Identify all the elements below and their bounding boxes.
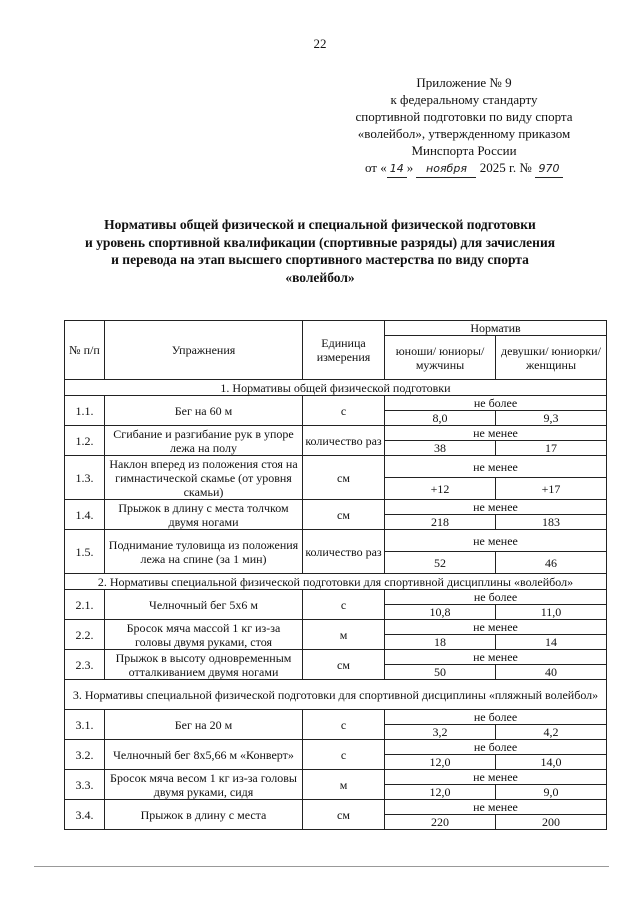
row-condition: не менее [385,800,607,815]
header-unit: Единица измерения [303,321,385,380]
row-exercise: Сгибание и разгибание рук в упоре лежа на полу [105,426,303,456]
bottom-rule [34,866,609,867]
row-exercise: Бег на 60 м [105,396,303,426]
title-line: и перевода на этап высшего спортивного мастерства по виду спорта [111,252,529,267]
row-unit: м [303,620,385,650]
table-row [65,770,607,785]
row-exercise: Поднимание туловища из положения лежа на спине (за 1 мин) [105,530,303,574]
table-body [65,380,607,830]
value-female: +17 [496,478,607,500]
row-unit: см [303,650,385,680]
value-male: 3,2 [385,725,496,740]
row-number: 1.4. [65,500,105,530]
document-title [40,216,600,286]
row-exercise: Челночный бег 5х6 м [105,590,303,620]
standards-table [64,320,607,830]
table-row [65,800,607,815]
row-exercise: Челночный бег 8х5,66 м «Конверт» [105,740,303,770]
table-row [65,530,607,552]
section-title: 1. Нормативы общей физической подготовки [65,380,607,396]
value-female: 9,3 [496,411,607,426]
annex-block [324,74,604,178]
row-condition: не менее [385,770,607,785]
header-male: юноши/ юниоры/ мужчины [385,336,496,380]
row-number: 3.2. [65,740,105,770]
row-unit: с [303,710,385,740]
row-number: 3.4. [65,800,105,830]
row-exercise: Бег на 20 м [105,710,303,740]
annex-date-line [324,159,604,178]
table-row [65,500,607,515]
row-number: 1.1. [65,396,105,426]
value-female: 14 [496,635,607,650]
title-line: «волейбол» [285,269,355,285]
page-number: 22 [313,36,327,51]
row-condition: не более [385,590,607,605]
table-row [65,710,607,725]
header-exercise: Упражнения [105,321,303,380]
section-row [65,380,607,396]
handwritten-month: ноября [416,160,476,178]
row-unit: с [303,740,385,770]
table-row [65,590,607,605]
handwritten-order-number: 970 [535,160,563,178]
value-male: 38 [385,441,496,456]
annex-line: Минспорта России [411,143,517,158]
value-female: 9,0 [496,785,607,800]
date-mid: » [406,160,414,175]
row-unit: см [303,456,385,500]
section-row [65,574,607,590]
row-unit: м [303,770,385,800]
row-number: 1.5. [65,530,105,574]
row-number: 2.3. [65,650,105,680]
annex-line: к федеральному стандарту [390,92,538,107]
value-female: 4,2 [496,725,607,740]
annex-line: «волейбол», утвержденному приказом [357,126,571,141]
row-number: 2.1. [65,590,105,620]
value-male: 52 [385,552,496,574]
value-female: 183 [496,515,607,530]
row-condition: не менее [385,500,607,515]
handwritten-day: 14 [387,160,407,178]
value-female: 46 [496,552,607,574]
annex-title: Приложение № 9 [416,75,512,90]
table-row [65,396,607,411]
row-unit: см [303,800,385,830]
row-exercise: Наклон вперед из положения стоя на гимнастической скамье (от уровня скамьи) [105,456,303,500]
title-line: Нормативы общей физической и специальной физической подготовки [104,217,536,232]
row-unit: количество раз [303,530,385,574]
row-condition: не менее [385,456,607,478]
year-text: 2025 г. № [479,160,532,175]
header-female: девушки/ юниорки/ женщины [496,336,607,380]
row-exercise: Бросок мяча весом 1 кг из-за головы двумя руками, сидя [105,770,303,800]
row-number: 2.2. [65,620,105,650]
section-title: 3. Нормативы специальной физической подготовки для спортивной дисциплины «пляжный волейбол» [65,680,607,710]
date-prefix: от « [364,160,387,175]
row-exercise: Прыжок в длину с места [105,800,303,830]
row-number: 3.3. [65,770,105,800]
table-row [65,650,607,665]
section-title: 2. Нормативы специальной физической подготовки для спортивной дисциплины «волейбол» [65,574,607,590]
value-male: 12,0 [385,755,496,770]
value-male: 220 [385,815,496,830]
table-row [65,456,607,478]
value-male: 10,8 [385,605,496,620]
value-female: 17 [496,441,607,456]
table-row [65,426,607,441]
table-row [65,740,607,755]
row-number: 1.2. [65,426,105,456]
row-exercise: Прыжок в высоту одновременным отталкиванием двумя ногами [105,650,303,680]
row-number: 3.1. [65,710,105,740]
row-number: 1.3. [65,456,105,500]
value-male: 12,0 [385,785,496,800]
title-line: и уровень спортивной квалификации (спортивные разряды) для зачисления [84,234,556,250]
value-female: 14,0 [496,755,607,770]
row-unit: с [303,590,385,620]
header-norm: Норматив [385,321,607,336]
row-condition: не менее [385,426,607,441]
row-exercise: Прыжок в длину с места толчком двумя ногами [105,500,303,530]
table-row [65,620,607,635]
row-condition: не более [385,396,607,411]
annex-line: спортивной подготовки по виду спорта [355,109,573,124]
header-num: № п/п [65,321,105,380]
row-condition: не менее [385,650,607,665]
value-female: 11,0 [496,605,607,620]
row-unit: см [303,500,385,530]
row-condition: не более [385,710,607,725]
section-row [65,680,607,710]
row-condition: не более [385,740,607,755]
value-female: 40 [496,665,607,680]
row-exercise: Бросок мяча массой 1 кг из-за головы двумя руками, стоя [105,620,303,650]
row-unit: с [303,396,385,426]
value-female: 200 [496,815,607,830]
row-condition: не менее [385,620,607,635]
value-male: 218 [385,515,496,530]
value-male: 50 [385,665,496,680]
row-condition: не менее [385,530,607,552]
row-unit: количество раз [303,426,385,456]
value-male: 18 [385,635,496,650]
value-male: 8,0 [385,411,496,426]
value-male: +12 [385,478,496,500]
